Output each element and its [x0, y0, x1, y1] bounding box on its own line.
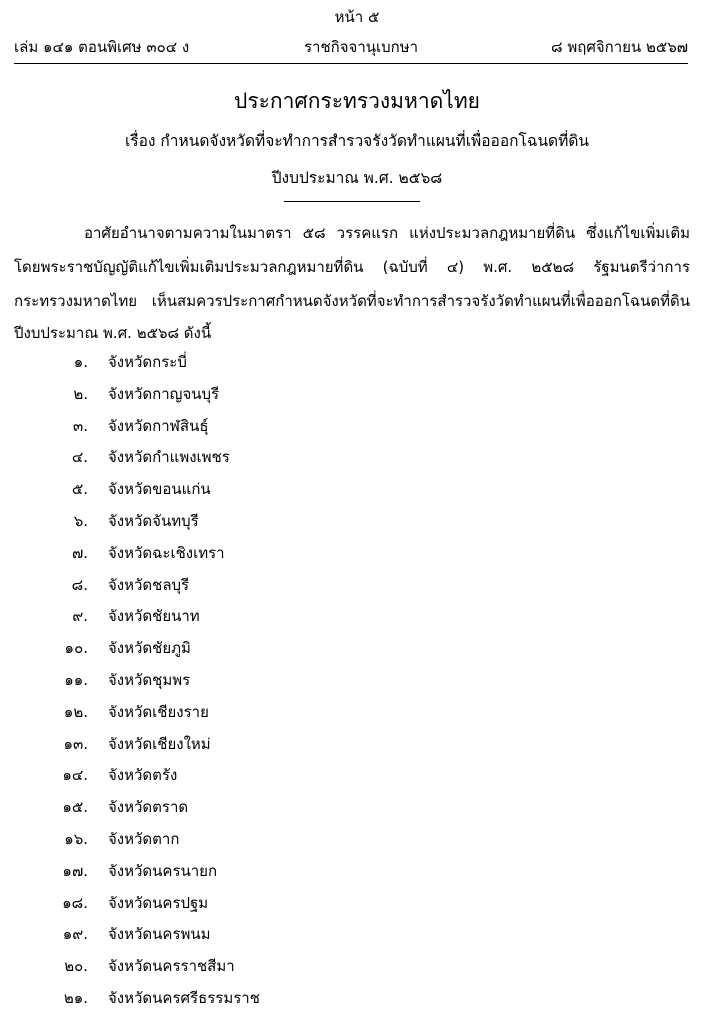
province-number: ๑๓.	[63, 734, 88, 753]
province-item	[0, 827, 500, 851]
body-line-3: กระทรวงมหาดไทย เห็นสมควรประกาศกำหนดจังหวัดที่จะทำการสำรวจรังวัดทำแผนที่เพื่อออกโฉนดที่ดิน	[14, 292, 690, 310]
province-number: ๘.	[71, 575, 88, 594]
province-item	[0, 382, 500, 406]
province-name: จังหวัดนครศรีธรรมราช	[108, 989, 260, 1007]
province-number: ๑๔.	[62, 766, 88, 785]
province-number: ๙.	[72, 607, 88, 626]
province-name: จังหวัดชุมพร	[108, 671, 191, 689]
document-fiscal-year: ปีงบประมาณ พ.ศ. ๒๕๖๘	[271, 169, 443, 187]
province-item	[0, 668, 500, 692]
document-subject: เรื่อง กำหนดจังหวัดที่จะทำการสำรวจรังวัดทำแผนที่เพื่อออกโฉนดที่ดิน	[125, 132, 589, 150]
province-item	[0, 636, 500, 660]
province-name: จังหวัดกาญจนบุรี	[108, 384, 220, 403]
province-number: ๑๕.	[62, 798, 88, 817]
province-name: จังหวัดตราด	[108, 798, 189, 817]
province-item	[0, 986, 500, 1010]
province-name: จังหวัดชัยนาท	[108, 607, 200, 626]
province-number: ๑๑.	[64, 671, 88, 689]
province-item	[0, 795, 500, 819]
header-divider	[14, 63, 688, 64]
province-name: จังหวัดชัยภูมิ	[108, 639, 191, 658]
province-name: จังหวัดกำแพงเพชร	[108, 448, 230, 467]
province-number: ๑๒.	[63, 702, 88, 721]
province-number: ๓.	[72, 416, 88, 435]
province-number: ๑๐.	[64, 639, 88, 658]
province-number: ๕.	[71, 480, 88, 499]
title-divider	[284, 201, 420, 202]
document-title: ประกาศกระทรวงมหาดไทย	[234, 89, 480, 113]
province-name: จังหวัดนครนายก	[108, 861, 218, 880]
province-name: จังหวัดเชียงใหม่	[108, 734, 211, 753]
province-number: ๒๐.	[64, 957, 88, 976]
province-number: ๒.	[73, 384, 88, 403]
province-number: ๑๙.	[62, 925, 88, 944]
province-name: จังหวัดตาก	[108, 830, 180, 848]
page-number: หน้า ๕	[334, 8, 380, 26]
province-item	[0, 573, 500, 597]
publication-date: ๘ พฤศจิกายน ๒๕๖๗	[551, 38, 688, 56]
province-item	[0, 763, 500, 787]
province-name: จังหวัดนครพนม	[108, 925, 211, 944]
province-name: จังหวัดตรัง	[108, 766, 178, 785]
publication-name: ราชกิจจานุเบกษา	[304, 38, 419, 56]
province-item	[0, 509, 500, 533]
province-item	[0, 477, 500, 501]
province-item	[0, 732, 500, 756]
province-name: จังหวัดกระบี่	[108, 353, 187, 371]
province-item	[0, 700, 500, 724]
running-header	[14, 36, 688, 60]
province-name: จังหวัดชลบุรี	[108, 575, 190, 594]
province-name: จังหวัดจันทบุรี	[108, 512, 199, 530]
province-item	[0, 954, 500, 978]
province-number: ๗.	[71, 543, 88, 562]
body-line-2: โดยพระราชบัญญัติแก้ไขเพิ่มเติมประมวลกฎหมายที่ดิน (ฉบับที่ ๔) พ.ศ. ๒๕๒๘ รัฐมนตรีว่าการ	[14, 258, 690, 276]
body-line-1: อาศัยอำนาจตามความในมาตรา ๕๘ วรรคแรก แห่งประมวลกฎหมายที่ดิน ซึ่งแก้ไขเพิ่มเติม	[84, 224, 690, 242]
province-item	[0, 891, 500, 915]
province-item	[0, 922, 500, 946]
province-item	[0, 541, 500, 565]
province-number: ๖.	[73, 512, 88, 530]
province-number: ๒๑.	[63, 989, 88, 1007]
province-number: ๔.	[71, 448, 88, 467]
province-item	[0, 445, 500, 469]
province-item	[0, 604, 500, 628]
province-name: จังหวัดขอนแก่น	[108, 480, 211, 499]
province-item	[0, 414, 500, 438]
province-item	[0, 350, 500, 374]
province-number: ๑๘.	[62, 893, 88, 912]
volume-issue: เล่ม ๑๔๑ ตอนพิเศษ ๓๐๔ ง	[14, 38, 190, 56]
body-line-4: ปีงบประมาณ พ.ศ. ๒๕๖๘ ดังนี้	[14, 324, 212, 342]
province-name: จังหวัดฉะเชิงเทรา	[108, 543, 225, 562]
province-name: จังหวัดนครราชสีมา	[108, 957, 235, 976]
province-name: จังหวัดเชียงราย	[108, 702, 209, 721]
province-item	[0, 859, 500, 883]
province-name: จังหวัดกาฬสินธุ์	[108, 416, 209, 435]
province-number: ๑๗.	[62, 861, 88, 880]
province-name: จังหวัดนครปฐม	[108, 893, 209, 912]
province-number: ๑.	[73, 353, 88, 371]
province-number: ๑๖.	[64, 830, 88, 848]
